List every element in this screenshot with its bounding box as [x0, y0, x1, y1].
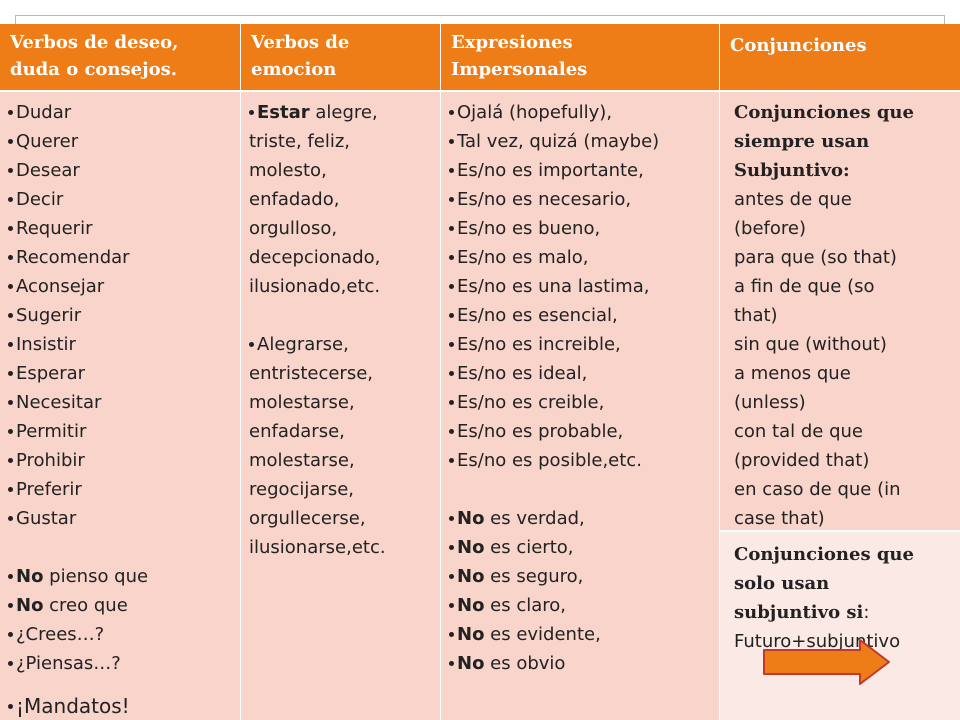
col1-question-list	[8, 620, 235, 678]
text-line: sin que (without)	[734, 334, 887, 355]
list-item: ¿Piensas…?	[8, 649, 235, 678]
heading-line: Subjuntivo:	[734, 160, 850, 181]
grid-line	[720, 530, 960, 532]
col4-top-heading	[734, 98, 955, 185]
list-item: Ojalá (hopefully),	[449, 98, 714, 127]
header-col2: Verbos de emocion	[241, 24, 440, 90]
list-item: Prohibir	[8, 446, 235, 475]
bold-word: Estar	[257, 102, 310, 123]
list-item: Es/no es esencial,	[449, 301, 714, 330]
col4-top-list	[734, 185, 955, 533]
bold-word: No	[457, 595, 485, 616]
list-item: Requerir	[8, 214, 235, 243]
text-line: molestarse,	[249, 450, 355, 471]
bold-word: No	[457, 624, 485, 645]
list-item: Aconsejar	[8, 272, 235, 301]
grid-line	[0, 90, 960, 92]
text-line: entristecerse,	[249, 363, 373, 384]
text-line: regocijarse,	[249, 479, 355, 500]
bold-word: No	[457, 566, 485, 587]
list-item: Insistir	[8, 330, 235, 359]
text-line: ilusionado,etc.	[249, 276, 381, 297]
list-item: No es evidente,	[449, 620, 714, 649]
heading-line: subjuntivo si:	[734, 602, 870, 623]
col4-bottom-cell	[720, 532, 960, 720]
list-item: Es/no es bueno,	[449, 214, 714, 243]
list-item: Es/no es creible,	[449, 388, 714, 417]
mandatos-text: ¡Mandatos!	[16, 694, 130, 718]
list-item: Es/no es importante,	[449, 156, 714, 185]
right-arrow-icon	[762, 638, 892, 686]
text-line: molestarse,	[249, 392, 355, 413]
heading-line: solo usan	[734, 573, 830, 594]
list-item: No es obvio	[449, 649, 714, 678]
col4-bottom-heading	[734, 540, 955, 627]
text-line: ilusionarse,etc.	[249, 537, 386, 558]
list-item: Necesitar	[8, 388, 235, 417]
list-item: No es cierto,	[449, 533, 714, 562]
list-item: Decir	[8, 185, 235, 214]
bold-word: No	[457, 653, 485, 674]
col2-reflexive-block	[249, 330, 435, 562]
text-line: (unless)	[734, 392, 806, 413]
list-item: Esperar	[8, 359, 235, 388]
text-line: (provided that)	[734, 450, 870, 471]
bold-word: No	[16, 566, 44, 587]
text-line: con tal de que	[734, 421, 863, 442]
list-item: Permitir	[8, 417, 235, 446]
grid-line	[440, 24, 441, 720]
list-item: No es claro,	[449, 591, 714, 620]
text-line: para que (so that)	[734, 247, 897, 268]
text-line: decepcionado,	[249, 247, 381, 268]
heading-line: Conjunciones que	[734, 544, 914, 565]
list-item: Desear	[8, 156, 235, 185]
bold-word: No	[457, 537, 485, 558]
bold-word: No	[457, 508, 485, 529]
list-item	[8, 692, 235, 720]
list-item: No es verdad,	[449, 504, 714, 533]
heading-line: siempre usan	[734, 131, 870, 152]
list-item: No pienso que	[8, 562, 235, 591]
grid-line	[240, 24, 241, 720]
bold-word: No	[16, 595, 44, 616]
subjunctive-table	[0, 24, 960, 720]
list-item: Es/no es probable,	[449, 417, 714, 446]
text-line: a fin de que (so	[734, 276, 875, 297]
col1-mandatos-list	[8, 692, 235, 720]
header-col4: Conjunciones	[720, 24, 960, 90]
text-line: molesto,	[249, 160, 327, 181]
col3-cell	[441, 92, 719, 720]
futuro-subjuntivo-text: Futuro+subjuntivo	[734, 631, 901, 652]
text-line: that)	[734, 305, 778, 326]
col2-cell	[241, 92, 440, 720]
list-item: No es seguro,	[449, 562, 714, 591]
text-line: triste, feliz,	[249, 131, 350, 152]
header-col3: Expresiones Impersonales	[441, 24, 719, 90]
col1-verb-list	[8, 98, 235, 533]
list-item: Es/no es ideal,	[449, 359, 714, 388]
text-line: (before)	[734, 218, 806, 239]
list-item: Es/no es necesario,	[449, 185, 714, 214]
grid-line	[719, 24, 720, 720]
text-line: Alegrarse,	[249, 330, 435, 359]
text-line: Estar alegre,	[249, 98, 435, 127]
text-line: enfadado,	[249, 189, 340, 210]
list-item: Es/no es posible,etc.	[449, 446, 714, 475]
header-col1: Verbos de deseo, duda o consejos.	[0, 24, 240, 90]
bullet-icon	[249, 110, 254, 115]
text-line: orgullecerse,	[249, 508, 366, 529]
col2-estar-block	[249, 98, 435, 301]
list-item: Recomendar	[8, 243, 235, 272]
text-line: orgulloso,	[249, 218, 338, 239]
list-item: ¿Crees…?	[8, 620, 235, 649]
text-line: en caso de que (in	[734, 479, 901, 500]
list-item: Preferir	[8, 475, 235, 504]
list-item: Tal vez, quizá (maybe)	[449, 127, 714, 156]
text-line: antes de que	[734, 189, 852, 210]
col3-negative-list	[449, 504, 714, 678]
col1-cell	[0, 92, 240, 720]
list-item: Es/no es increible,	[449, 330, 714, 359]
list-item: Sugerir	[8, 301, 235, 330]
heading-line: Conjunciones que	[734, 102, 914, 123]
list-item: Querer	[8, 127, 235, 156]
col4-top-cell	[720, 92, 960, 530]
text-line: enfadarse,	[249, 421, 345, 442]
col3-expression-list	[449, 98, 714, 475]
text-line: case that)	[734, 508, 825, 529]
text-line: a menos que	[734, 363, 851, 384]
col1-negative-list	[8, 562, 235, 620]
list-item: No creo que	[8, 591, 235, 620]
list-item: Gustar	[8, 504, 235, 533]
bullet-icon	[249, 342, 254, 347]
list-item: Dudar	[8, 98, 235, 127]
list-item: Es/no es una lastima,	[449, 272, 714, 301]
list-item: Es/no es malo,	[449, 243, 714, 272]
